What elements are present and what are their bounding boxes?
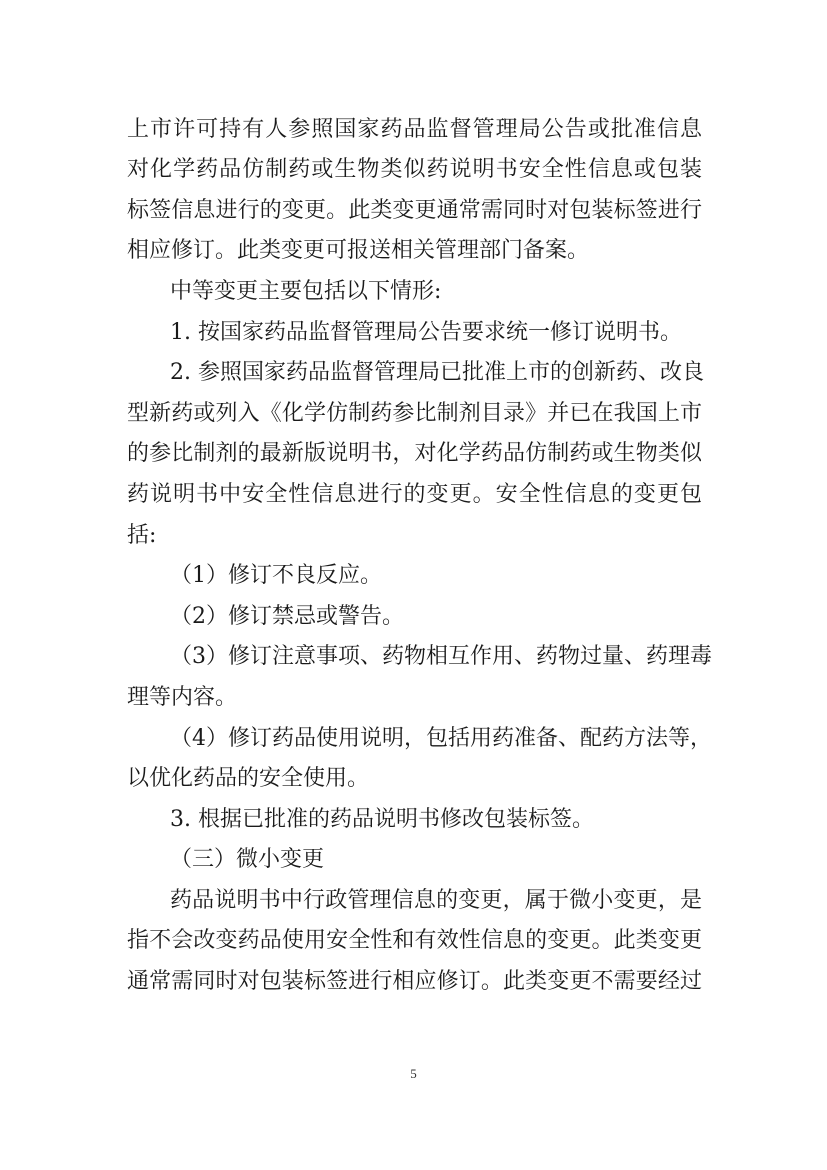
section-heading: （三）微小变更 [170, 847, 325, 872]
text-line: 通常需同时对包装标签进行相应修订。此类变更不需要经过 [127, 969, 702, 994]
text-line: （3）修订注意事项、药物相互作用、药物过量、药理毒 [170, 644, 712, 669]
text-line: 理等内容。 [127, 685, 238, 710]
text-line: 括: [127, 523, 157, 548]
text-line: 相应修订。此类变更可报送相关管理部门备案。 [127, 238, 590, 263]
text-line: 2. 参照国家药品监督管理局已批准上市的创新药、改良 [170, 360, 704, 385]
text-line: 1. 按国家药品监督管理局公告要求统一修订说明书。 [170, 320, 682, 345]
text-line: （4）修订药品使用说明，包括用药准备、配药方法等， [170, 726, 712, 751]
text-line: 药说明书中安全性信息进行的变更。安全性信息的变更包 [127, 482, 702, 507]
text-line: （2）修订禁忌或警告。 [170, 604, 404, 629]
text-line: 中等变更主要包括以下情形: [170, 279, 442, 304]
text-line: 型新药或列入《化学仿制药参比制剂目录》并已在我国上市 [127, 401, 702, 426]
page-number: 5 [410, 1066, 417, 1081]
text-line: 对化学药品仿制药或生物类似药说明书安全性信息或包装 [127, 157, 702, 182]
text-line: 的参比制剂的最新版说明书，对化学药品仿制药或生物类似 [127, 441, 702, 466]
text-line: （1）修订不良反应。 [170, 563, 382, 588]
text-line: 上市许可持有人参照国家药品监督管理局公告或批准信息 [127, 117, 702, 142]
text-line: 3. 根据已批准的药品说明书修改包装标签。 [170, 807, 594, 832]
text-line: 以优化药品的安全使用。 [127, 766, 370, 791]
text-line: 标签信息进行的变更。此类变更通常需同时对包装标签进行 [127, 198, 702, 223]
text-line: 指不会改变药品使用安全性和有效性信息的变更。此类变更 [127, 928, 702, 953]
text-line: 药品说明书中行政管理信息的变更，属于微小变更，是 [170, 888, 702, 913]
